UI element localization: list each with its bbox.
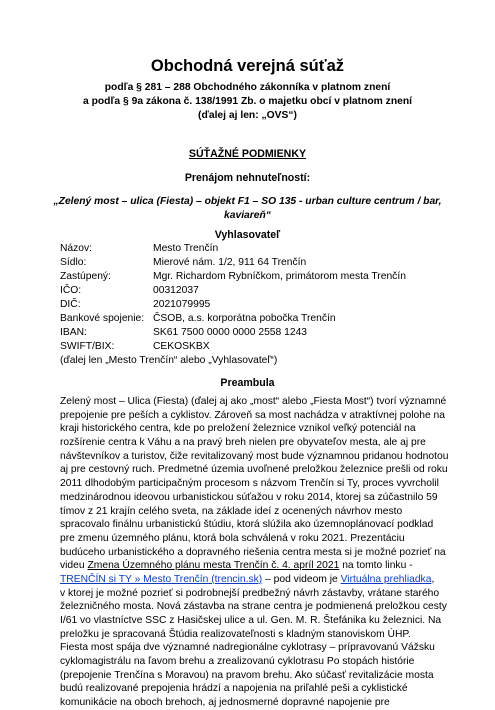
site-suffix: – pod videom je xyxy=(262,573,341,585)
preamble-line: v ktorej je možné pozrieť si podrobnejší predbežný návrh zástavby, vrátane starého xyxy=(60,587,440,599)
preamble-line: cyklomagistrálu na ľavom brehu a zrealizovanú cyklotrasu Po stopách histórie xyxy=(60,656,415,668)
preamble-line: I/61 vo vlastníctve SSC z Hasičskej ulice a ul. Gen. M. R. Štefánika ku železnici. Na xyxy=(60,615,442,626)
announcer-value: ČSOB, a.s. korporátna pobočka Trenčín xyxy=(153,313,336,324)
announcer-note: (ďalej len „Mesto Trenčín“ alebo „Vyhlasovateľ“) xyxy=(60,355,278,366)
video-link[interactable]: Zmena Územného plánu mesta Trenčín č. 4. apríl 2021 xyxy=(87,560,340,572)
project-line-1: „Zelený most – ulica (Fiesta) – objekt F1 – SO 135 - urban culture centrum / bar, xyxy=(53,196,442,207)
announcer-value: Mgr. Richardom Rybníčkom, primátorom mesta Trenčín xyxy=(153,271,406,282)
preamble-line: preložku je spracovaná Štúdia realizovateľnosti s kladným stanoviskom ÚHP. xyxy=(60,628,411,640)
preamble-line: Zelený most – Ulica (Fiesta) (ďalej aj ako „most“ alebo „Fiesta Most“) tvorí významné xyxy=(60,396,447,407)
preamble-line: návštevníkov a turistov, čiže revitalizovaný most bude významnou pridanou hodnotou xyxy=(60,450,449,462)
project-line-2: kaviareň“ xyxy=(224,210,271,221)
preamble-heading: Preambula xyxy=(220,377,275,389)
announcer-label: SWIFT/BIX: xyxy=(60,341,115,352)
preamble-line: (prepojenie Trenčína s Moravou) na pravom brehu. Ako súčasť revitalizácie mosta xyxy=(60,669,434,681)
header-line-1: podľa § 281 – 288 Obchodného zákonníka v platnom znení xyxy=(104,82,391,93)
video-prefix: videu xyxy=(60,560,88,572)
preamble-video-line xyxy=(60,559,440,573)
header-line-2: a podľa § 9a zákona č. 138/1991 Zb. o majetku obcí v platnom znení xyxy=(83,96,412,107)
announcer-label: IBAN: xyxy=(60,327,87,338)
preamble-line: spracovalo finálnu urbanistickú štúdiu, ktorá slúžila ako územnoplánovací podklad xyxy=(60,519,434,531)
virtual-tour-link[interactable]: Virtuálna prehliadka xyxy=(340,573,432,585)
announcer-value: 2021079995 xyxy=(153,299,211,310)
announcer-label: DIČ: xyxy=(60,299,81,310)
announcer-value: CEKOSKBX xyxy=(153,341,210,352)
preamble-line: budúceho urbanistického a dopravného riešenia centra mesta si je možné pozrieť na xyxy=(60,546,446,558)
preamble-line: tímov z 21 krajín celého sveta, na základe ideí z ocenených návrhov mesto xyxy=(60,505,403,517)
preamble-line: medzinárodnou ideovou urbanistickou súťažou v roku 2014, ktorej sa zúčastnilo 59 xyxy=(60,491,438,503)
preamble-line: komunikácie na oboch brehoch, aj jednosmerné dopravné napojenie pre xyxy=(60,697,390,709)
rental-heading: Prenájom nehnuteľností: xyxy=(184,172,311,184)
preamble-line: železničného mosta. Nová zástavba na strane centra je podmienená preložkou cesty xyxy=(60,601,447,613)
preamble-line: rozšírenie centra k Váhu a na pravý breh nielen pre obyvateľov mesta, ale aj pre xyxy=(60,437,426,449)
preamble-line: prepojenie pre peších a cyklistov. Zároveň sa most nachádza v atraktívnej polohe na xyxy=(60,409,446,421)
preamble-paragraph xyxy=(60,395,449,710)
announcer-value: 00312037 xyxy=(153,285,199,296)
announcer-label: Bankové spojenie: xyxy=(60,313,145,324)
preamble-line: kraji historického centra, kde po preložení železnice vznikol veľký potenciál na xyxy=(60,423,416,435)
site-link[interactable]: TRENČÍN si TY » Mesto Trenčín (trencin.sk) xyxy=(60,573,263,585)
header-line-3: (ďalej aj len: „OVS“) xyxy=(198,110,297,121)
preamble-site-line xyxy=(60,573,440,587)
preamble-line: pre zmenu územného plánu, ktorá bola schválená v roku 2021. Prezentáciu xyxy=(60,532,405,544)
preamble-line: aj pre cestovný ruch. Predmetné územia uvoľnené preložkou železnice prešli od roku xyxy=(60,464,448,476)
announcer-label: Sídlo: xyxy=(60,257,87,268)
preamble-line: 2011 dlhodobým participačným procesom s názvom Trenčín si Ty, proces vyvrcholil xyxy=(60,478,439,490)
announcer-label: IČO: xyxy=(60,285,82,296)
announcer-value: Mierové nám. 1/2, 911 64 Trenčín xyxy=(153,257,307,268)
announcer-value: Mesto Trenčín xyxy=(153,243,219,254)
video-suffix: na tomto linku - xyxy=(339,560,413,572)
preamble-line: budú realizované prepojenia hrádzí a napojenia na priľahlé peši a cyklistické xyxy=(60,683,408,695)
announcer-heading: Vyhlasovateľ xyxy=(214,229,281,241)
announcer-label: Názov: xyxy=(60,243,93,254)
announcer-label: Zastúpený: xyxy=(60,271,111,282)
preamble-line: Fiesta most spája dve významné nadregionálne cyklotrasy – prípravovanú Vážsku xyxy=(60,642,435,654)
announcer-value: SK61 7500 0000 0000 2558 1243 xyxy=(153,327,308,338)
viewer-suffix: , xyxy=(431,573,435,585)
section-conditions-heading: SÚŤAŽNÉ PODMIENKY xyxy=(188,148,307,160)
document-title: Obchodná verejná súťaž xyxy=(150,57,345,75)
